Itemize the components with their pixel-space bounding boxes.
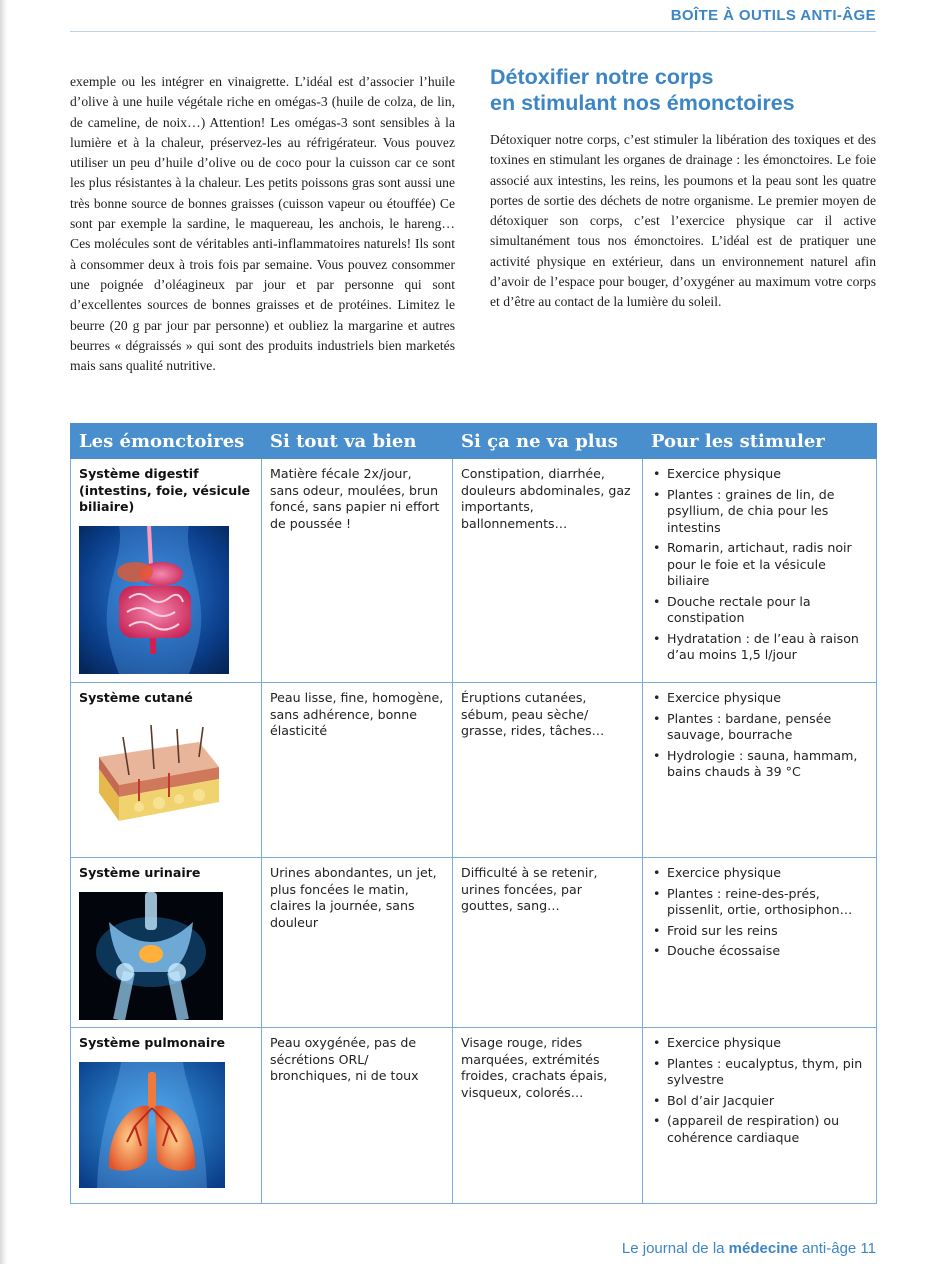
digestive-system-illustration (79, 526, 229, 674)
footer-de-la: de la (687, 1240, 729, 1257)
stimulate-cell (643, 683, 877, 858)
list-item: • Plantes : graines de lin, de psyllium, de chia pour les intestins (651, 487, 868, 537)
section-header-title: BOÎTE À OUTILS ANTI-ÂGE (670, 7, 876, 24)
page-footer (622, 1240, 876, 1257)
header-pour-les-stimuler: Pour les stimuler (643, 424, 877, 459)
page-edge-shadow (0, 0, 8, 1264)
page-number: 11 (860, 1240, 876, 1257)
list-item: • Exercice physique (651, 865, 868, 882)
bad-state-cell: Visage rouge, rides marquées, extrémités froides, crachats épais, visqueux, colorés… (453, 1028, 643, 1204)
stimulate-cell (643, 1028, 877, 1204)
section-heading (490, 64, 876, 116)
lungs-illustration (79, 1062, 225, 1188)
bad-state-cell: Difficulté à se retenir, urines foncées, par gouttes, sang… (453, 858, 643, 1028)
list-item: • Plantes : eucalyptus, thym, pin sylvestre (651, 1056, 868, 1089)
left-column-text: exemple ou les intégrer en vinaigrette. L’idéal est d’associer l’huile d’olive à une huile végétale riche en omégas-3 (huile de colza, de lin, de cameline, de noix…) Attention! Les omégas-3 sont sensibles à la lumière et à la chaleur, préservez-les au réfrigérateur. Vous pouvez utiliser un peu d’huile d’olive ou de coco pour la cuisson car ce sont les plus résistantes à la chaleur. Les petits poissons gras sont aussi une très bonne source de bonnes graisses (cuisson vapeur ou étouffée) Ce sont par exemple la sardine, le maquereau, les anchois, le hareng… Ces molécules sont de véritables anti-inflammatoires naturels! Ils sont à consommer deux à trois fois par semaine. Vous pouvez consommer une poignée d’oléagineux par jour et par personne qui sont d’excellentes sources de bonnes graisses et de protéines. Limitez le beurre (20 g par jour par personne) et oubliez la margarine et autres beurres « dégraissés » qui sont des produits industriels bien marketés mais sans qualité nutritive. (70, 74, 455, 374)
good-state-cell: Peau lisse, fine, homogène, sans adhérence, bonne élasticité (262, 683, 453, 858)
table-row (71, 459, 877, 683)
system-title: Système digestif (intestins, foie, vésicule biliaire) (79, 466, 251, 514)
list-item: • Plantes : bardane, pensée sauvage, bourrache (651, 711, 868, 744)
list-item: • (appareil de respiration) ou cohérence cardiaque (651, 1113, 868, 1146)
heading-line-1: Détoxifier notre corps (490, 65, 714, 89)
system-cell (71, 683, 262, 858)
list-item: • Romarin, artichaut, radis noir pour le foie et la vésicule biliaire (651, 540, 868, 590)
header-si-tout-va-bien: Si tout va bien (262, 424, 453, 459)
list-item: • Douche écossaise (651, 943, 868, 960)
header-si-ca-ne-va-plus: Si ça ne va plus (453, 424, 643, 459)
system-cell (71, 858, 262, 1028)
list-item: • Exercice physique (651, 466, 868, 483)
table-row (71, 1028, 877, 1204)
stimulate-list (651, 1035, 868, 1146)
system-title: Système urinaire (79, 865, 201, 880)
stimulate-list (651, 865, 868, 960)
urinary-xray-illustration (79, 892, 223, 1020)
list-item: • Exercice physique (651, 1035, 868, 1052)
stimulate-cell (643, 459, 877, 683)
list-item: • Bol d’air Jacquier (651, 1093, 868, 1110)
list-item: • Froid sur les reins (651, 923, 868, 940)
header-rule (70, 31, 876, 32)
system-cell (71, 459, 262, 683)
table-row (71, 858, 877, 1028)
skin-layers-illustration (79, 717, 229, 832)
stimulate-cell (643, 858, 877, 1028)
good-state-cell: Urines abondantes, un jet, plus foncées le matin, claires la journée, sans douleur (262, 858, 453, 1028)
footer-anti-age: anti-âge (797, 1240, 861, 1257)
right-column-text: Détoxiquer notre corps, c’est stimuler la libération des toxiques et des toxines en stimulant les organes de drainage : les émonctoires. Le foie associé aux intestins, les reins, les poumons et la peau sont les quatre portes de sortie des déchets de notre organisme. Le premier moyen de détoxiquer son corps, c’est l’exercice physique car il active simultanément tous nos émonctoires. L’idéal est de pratiquer une activité physique en extérieur, dans un environnement naturel afin d’avoir de l’espace pour bouger, d’oxygéner au maximum votre corps et d’être au contact de la lumière du soleil. (490, 132, 876, 310)
list-item: • Hydratation : de l’eau à raison d’au moins 1,5 l/jour (651, 631, 868, 664)
footer-medecine: médecine (728, 1240, 798, 1257)
footer-journal: Le journal (621, 1240, 688, 1257)
system-title: Système cutané (79, 690, 193, 705)
bad-state-cell: Éruptions cutanées, sébum, peau sèche/ grasse, rides, tâches… (453, 683, 643, 858)
table-header-row (71, 424, 877, 459)
list-item: • Hydrologie : sauna, hammam, bains chauds à 39 °C (651, 748, 868, 781)
stimulate-list (651, 466, 868, 664)
stimulate-list (651, 690, 868, 781)
system-cell (71, 1028, 262, 1204)
list-item: • Plantes : reine-des-prés, pissenlit, ortie, orthosiphon… (651, 886, 868, 919)
list-item: • Exercice physique (651, 690, 868, 707)
system-title: Système pulmonaire (79, 1035, 225, 1050)
good-state-cell: Matière fécale 2x/jour, sans odeur, moulées, brun foncé, sans papier ni effort de poussée ! (262, 459, 453, 683)
good-state-cell: Peau oxygénée, pas de sécrétions ORL/ bronchiques, ni de toux (262, 1028, 453, 1204)
header-emonctoires: Les émonctoires (71, 424, 262, 459)
heading-line-2: en stimulant nos émonctoires (490, 91, 795, 115)
list-item: • Douche rectale pour la constipation (651, 594, 868, 627)
table-row (71, 683, 877, 858)
emonctoires-table (70, 423, 877, 1204)
bad-state-cell: Constipation, diarrhée, douleurs abdominales, gaz importants, ballonnements… (453, 459, 643, 683)
right-column (490, 64, 876, 313)
